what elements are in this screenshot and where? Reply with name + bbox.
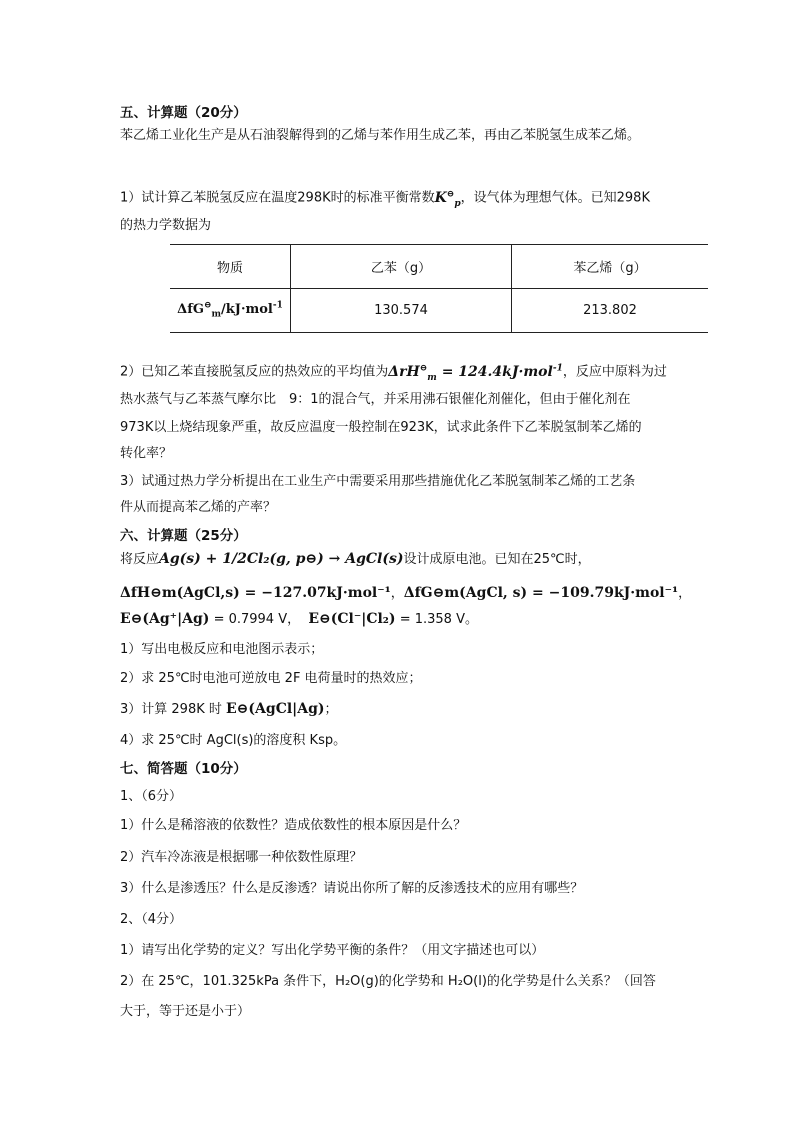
section5-intro: 苯乙烯工业化生产是从石油裂解得到的乙烯与苯作用生成乙苯，再由乙苯脱氢生成苯乙烯。	[120, 128, 641, 143]
formation-gibbs: ΔfG⊖m(AgCl, s) = −109.79kJ·mol⁻¹	[403, 585, 679, 601]
header-substance: 物质	[170, 245, 291, 289]
section7-part2-q2: 2）在 25℃，101.325kPa 条件下，H₂O(g)的化学势和 H₂O(l)的化学势是什么关系？（回答	[120, 974, 656, 989]
section7-part1-q3: 3）什么是渗透压？什么是反渗透？请说出你所了解的反渗透技术的应用有哪些？	[120, 881, 584, 896]
e-cl-symbol: E⊖(Cl⁻|Cl₂)	[308, 611, 396, 627]
value-ethylbenzene: 130.574	[291, 289, 512, 333]
section7-part1: 1、（6分）	[120, 789, 183, 804]
section7-part1-q2: 2）汽车冷冻液是根据哪一种依数性原理？	[120, 850, 363, 865]
section7-part2: 2、（4分）	[120, 912, 183, 927]
e-ag-symbol: E⊖(Ag⁺|Ag)	[120, 611, 210, 627]
section5-q3-line2: 件从而提高苯乙烯的产率？	[120, 500, 277, 515]
section5-q2-line2: 热水蒸气与乙苯蒸气摩尔比 9：1的混合气，并采用沸石银催化剂催化，但由于催化剂在	[120, 392, 631, 407]
section7-part1-q1: 1）什么是稀溶液的依数性？造成依数性的根本原因是什么？	[120, 818, 467, 833]
section5-q3-line1: 3）试通过热力学分析提出在工业生产中需要采用那些措施优化乙苯脱氢制苯乙烯的工艺条	[120, 474, 636, 489]
section5-q1-line2: 的热力学数据为	[120, 218, 212, 233]
section6-data-line1: ΔfH⊖m(AgCl,s) = −127.07kJ·mol⁻¹，ΔfG⊖m(AgCl, s) = −109.79kJ·mol⁻¹，	[120, 585, 692, 601]
section7-part2-q2-cont: 大于，等于还是小于）	[120, 1004, 251, 1019]
table-header-row	[170, 245, 708, 289]
row-label-gibbs: ΔfG⊖$_m$/kJ·mol$^{-1}$	[170, 289, 291, 333]
section5-q2-line3: 973K以上烧结现象严重，故反应温度一般控制在923K，试求此条件下乙苯脱氢制苯乙烯的	[120, 420, 642, 435]
section6-data-line2: E⊖(Ag⁺|Ag) = 0.7994 V， E⊖(Cl⁻|Cl₂) = 1.358 V。	[120, 611, 478, 627]
section6-intro: 将反应Ag(s) + 1/2Cl₂(g, p⊖) → AgCl(s)设计成原电池。已知在25℃时，	[120, 551, 591, 567]
section5-q1-line1: 1）试计算乙苯脱氢反应在温度298K时的标准平衡常数$K^⊖_p$，设气体为理想气体。已知298K	[120, 189, 650, 209]
e-agcl-symbol: E⊖(AgCl|Ag)	[226, 701, 325, 717]
section7-title: 七、简答题（10分）	[120, 761, 247, 777]
delta-rh-equation: ΔrH⊖$_m$ = 124.4kJ·mol$^{-1}$	[388, 363, 563, 383]
section6-title: 六、计算题（25分）	[120, 528, 247, 544]
formation-enthalpy: ΔfH⊖m(AgCl,s) = −127.07kJ·mol⁻¹	[120, 585, 391, 601]
section5-q2-line4: 转化率？	[120, 446, 173, 461]
section6-q2: 2）求 25℃时电池可逆放电 2F 电荷量时的热效应；	[120, 671, 422, 686]
header-styrene: 苯乙烯（g）	[512, 245, 709, 289]
section5-title: 五、计算题（20分）	[120, 105, 247, 121]
section6-q1: 1）写出电极反应和电池图示表示；	[120, 642, 324, 657]
section7-part2-q1: 1）请写出化学势的定义？写出化学势平衡的条件？（用文字描述也可以）	[120, 943, 545, 958]
section6-q4: 4）求 25℃时 AgCl(s)的溶度积 Ksp。	[120, 733, 347, 748]
header-ethylbenzene: 乙苯（g）	[291, 245, 512, 289]
table-row	[170, 289, 708, 333]
thermo-data-table	[170, 244, 708, 333]
section5-q2-line1: 2）已知乙苯直接脱氢反应的热效应的平均值为ΔrH⊖$_m$ = 124.4kJ·mol$^{-1}$，反应中原料为过	[120, 363, 667, 383]
section6-q3: 3）计算 298K 时 E⊖(AgCl|Ag)；	[120, 701, 338, 717]
kp-symbol: $K^⊖_p$	[434, 189, 461, 209]
cell-reaction: Ag(s) + 1/2Cl₂(g, p⊖) → AgCl(s)	[159, 551, 404, 567]
value-styrene: 213.802	[512, 289, 709, 333]
